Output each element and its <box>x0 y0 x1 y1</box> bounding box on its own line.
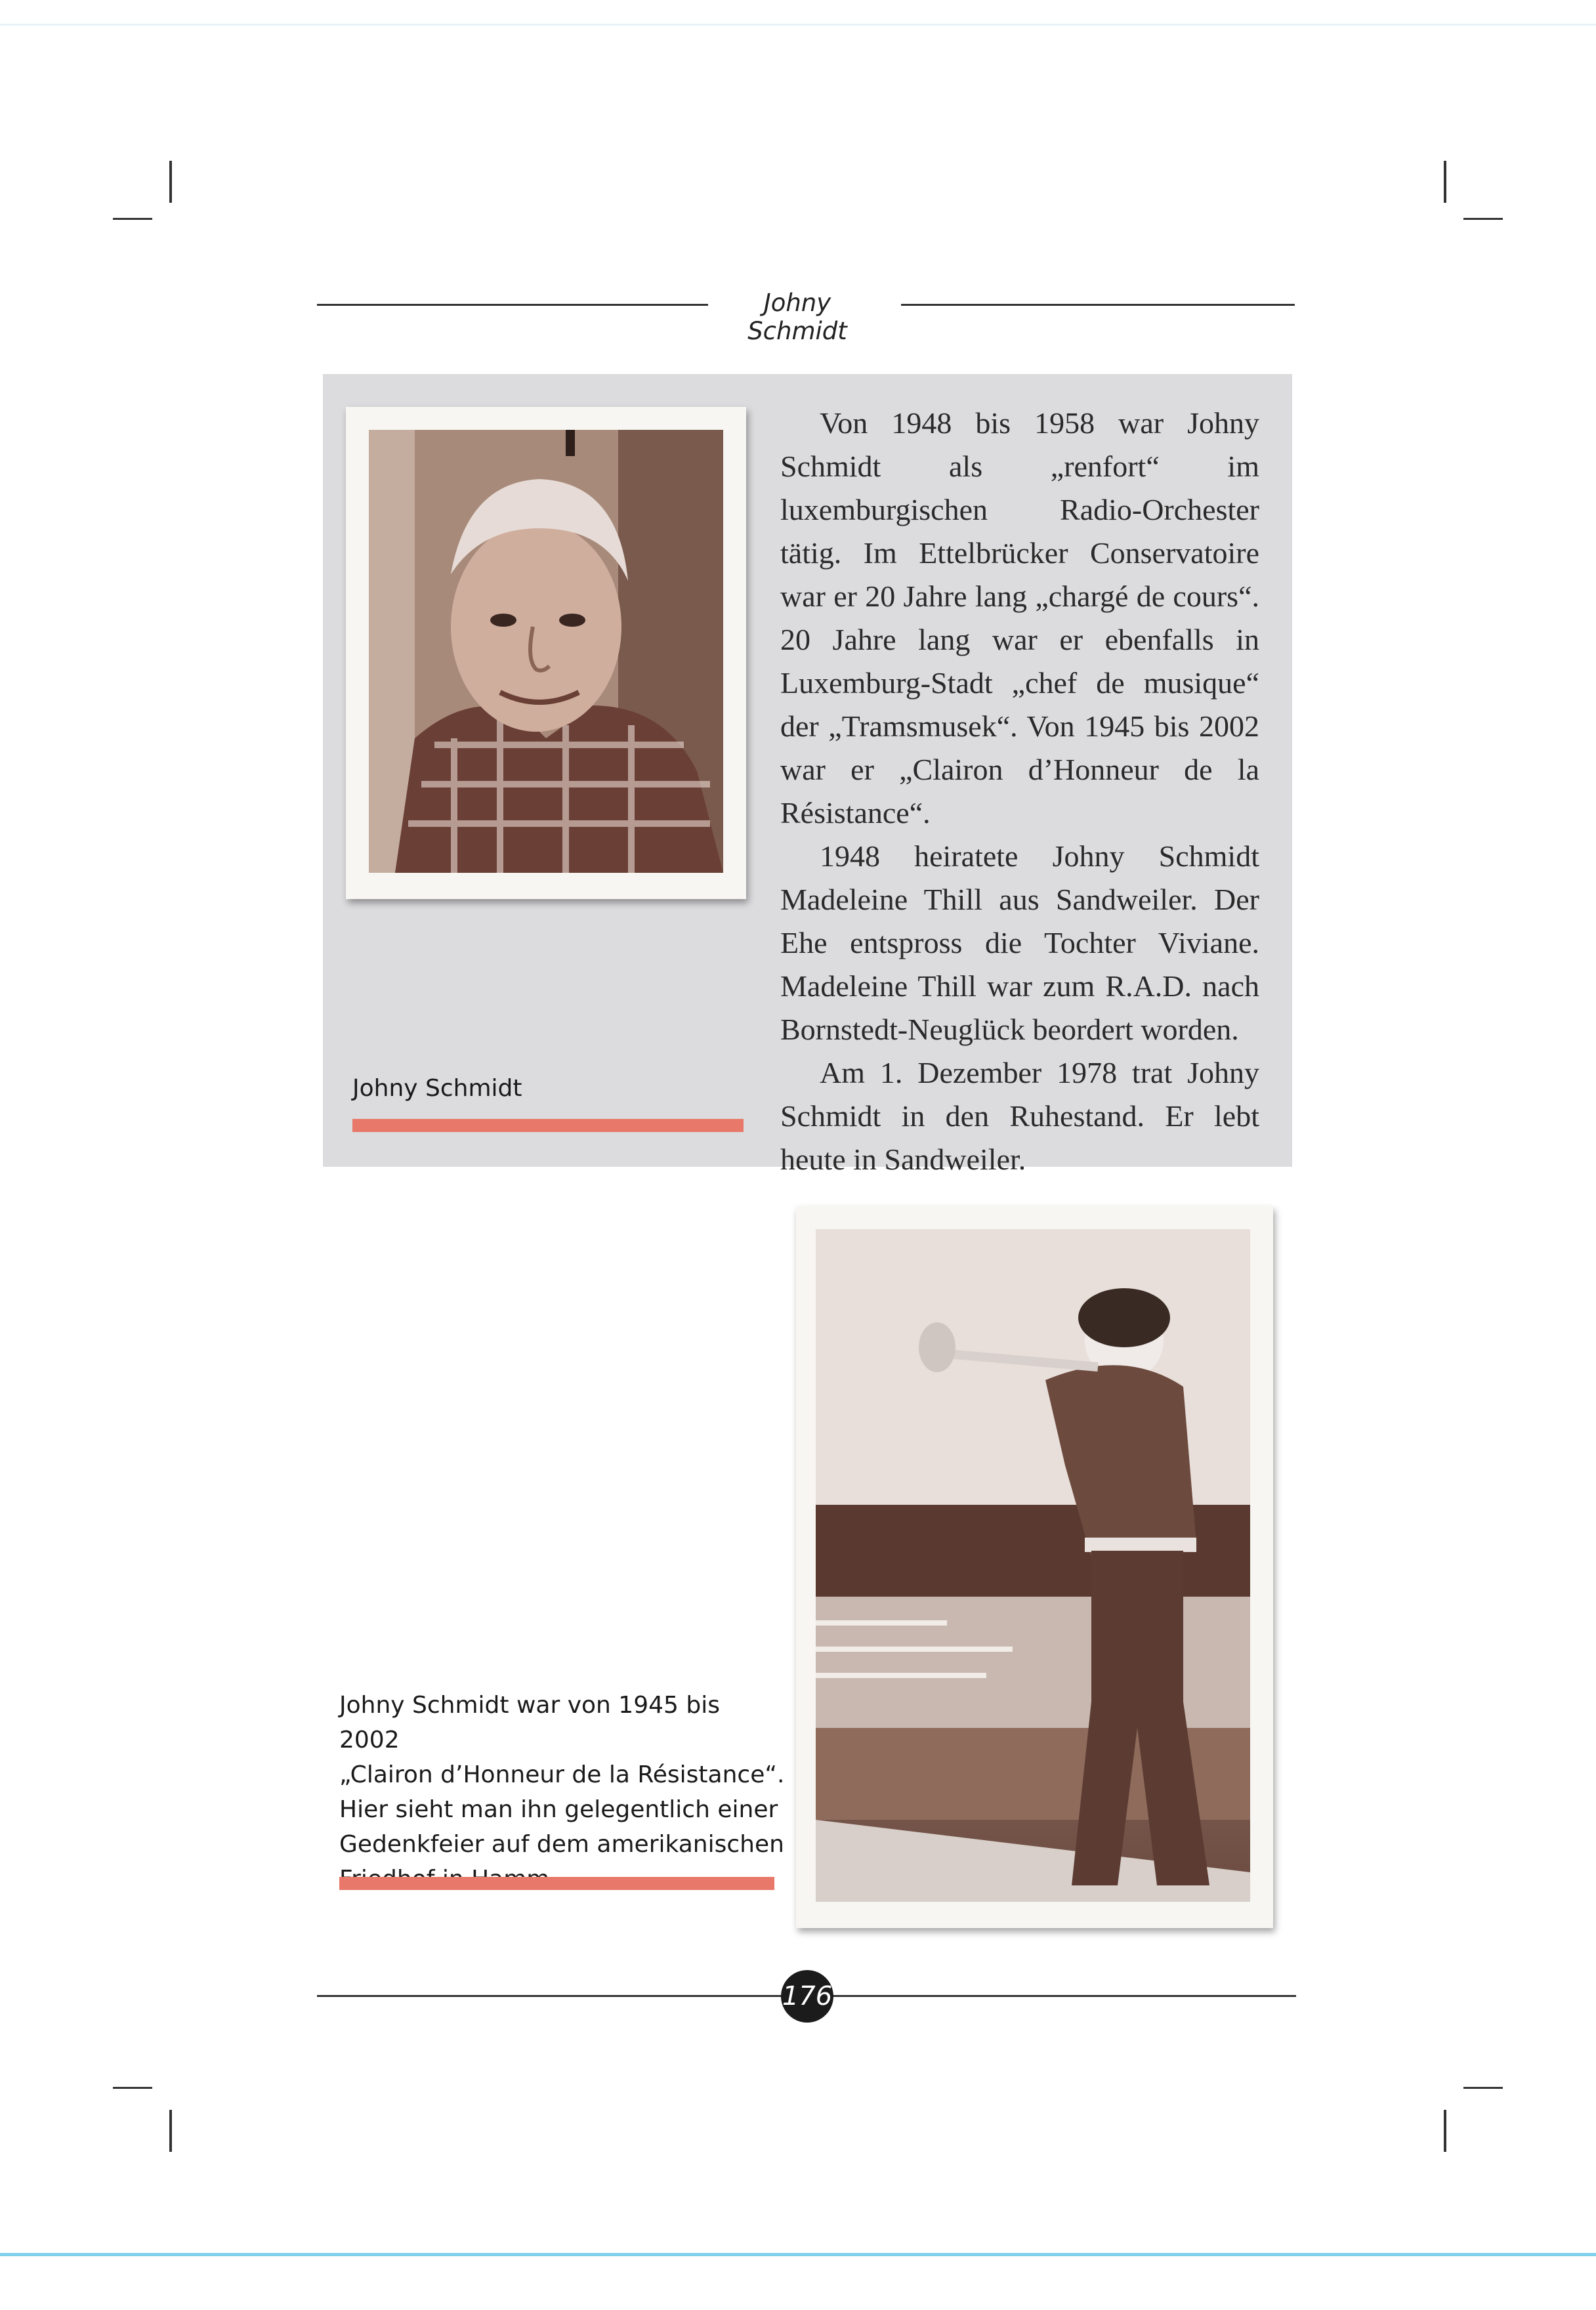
crop-mark <box>113 218 152 220</box>
article-body <box>780 402 1259 1181</box>
folio-rule-right <box>832 1995 1296 1997</box>
portrait-photo <box>369 430 723 873</box>
portrait-image <box>369 430 723 873</box>
bugler-caption-line: „Clairon d’Honneur de la Résistance“. <box>339 1761 785 1788</box>
crop-mark <box>1463 2087 1503 2089</box>
top-edge-rule <box>0 24 1596 26</box>
crop-mark <box>1463 218 1503 220</box>
running-head: Johny Schmidt <box>747 289 847 345</box>
crop-mark <box>1444 161 1446 203</box>
portrait-photo-frame <box>346 407 746 899</box>
paragraph-2: 1948 heiratete Johny Schmidt Madeleine Thill aus Sandweiler. Der Ehe entspross die Tochter Viviane. Madeleine Thill war zum R.A.D. nach Bornstedt-Neuglück beordert worden. <box>780 839 1259 1046</box>
bottom-edge-rule <box>0 2253 1596 2256</box>
crop-mark <box>169 2110 172 2152</box>
paragraph-3: Am 1. Dezember 1978 trat Johny Schmidt in den Ruhestand. Er lebt heute in Sandweiler. <box>780 1056 1259 1176</box>
crop-mark <box>113 2087 152 2089</box>
paragraph-1: Von 1948 bis 1958 war Johny Schmidt als „renfort“ im luxemburgischen Radio-Orchester tätig. Im Ettelbrücker Conservatoire war er 20 Jahre lang „chargé de cours“. 20 Jahre lang war er ebenfalls in Luxemburg-Stadt „chef de musique“ der „Tramsmusek“. Von 1945 bis 2002 war er „Clairon d’Honneur de la Résistance“. <box>780 406 1259 830</box>
running-head-rule-right <box>901 304 1295 306</box>
bugler-caption-line: Johny Schmidt war von 1945 bis 2002 <box>339 1692 720 1754</box>
bugler-photo-frame <box>796 1206 1273 1928</box>
portrait-caption: Johny Schmidt <box>352 1075 522 1102</box>
bugler-caption-line: Gedenkfeier auf dem amerikanischen <box>339 1831 784 1858</box>
crop-mark <box>169 161 172 203</box>
crop-mark <box>1444 2110 1446 2152</box>
page-number: 176 <box>781 1970 833 2023</box>
bugler-image <box>816 1229 1250 1902</box>
bugler-caption-accent-bar <box>339 1877 774 1890</box>
folio-rule-left <box>317 1995 783 1997</box>
portrait-caption-accent-bar <box>352 1119 744 1132</box>
running-head-rule-left <box>317 304 708 306</box>
bugler-caption-line: Hier sieht man ihn gelegentlich einer <box>339 1796 778 1823</box>
bugler-caption <box>339 1688 786 1897</box>
bugler-photo <box>816 1229 1250 1902</box>
